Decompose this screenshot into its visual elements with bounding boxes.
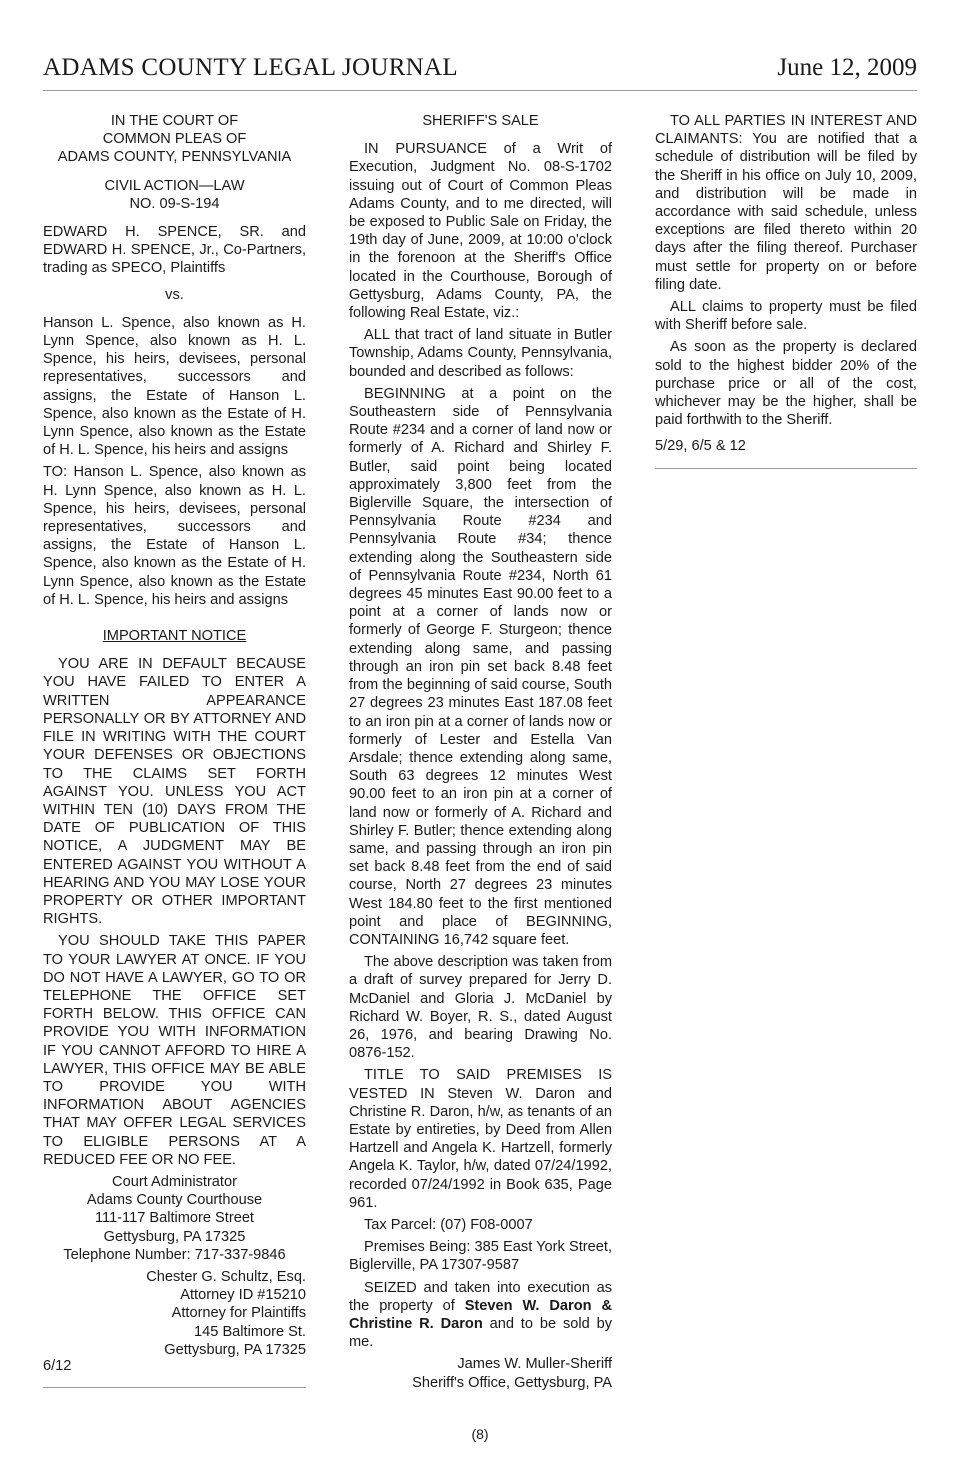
- sheriff-name: James W. Muller-Sheriff: [457, 1356, 612, 1373]
- attorney-block: [43, 1268, 306, 1359]
- seized-text-post: and to be sold by me.: [349, 1316, 612, 1351]
- sale-paragraph-2: ALL that tract of land situate in Butler Township, Adams County, Pennsylvania, bounded and described as follows:: [349, 327, 612, 380]
- column-divider-rule: [43, 1387, 306, 1388]
- notice-paragraph-1: YOU ARE IN DEFAULT BECAUSE YOU HAVE FAILED TO ENTER A WRITTEN APPEARANCE PERSONALLY OR BY ATTORNEY AND FILE IN WRITING WITH THE COURT YOUR DEFENSES OR OBJECTIONS TO THE CLAIMS SET FORTH AGAINST YOU. UNLESS YOU ACT WITHIN TEN (10) DAYS FROM THE DATE OF PUBLICATION OF THIS NOTICE, A JUDGMENT MAY BE ENTERED AGAINST YOU WITHOUT A HEARING AND YOU MAY LOSE YOUR PROPERTY OR OTHER IMPORTANT RIGHTS.: [43, 656, 306, 928]
- court-heading: [43, 112, 306, 167]
- sale-title: SHERIFF'S SALE: [422, 113, 539, 129]
- journal-title: ADAMS COUNTY LEGAL JOURNAL: [43, 54, 458, 81]
- admin-line-1: Court Administrator: [112, 1173, 237, 1190]
- column-distribution-notice: [655, 112, 917, 469]
- admin-line-2: Adams County Courthouse: [86, 1192, 263, 1209]
- court-administrator-address: [43, 1173, 306, 1264]
- admin-line-3: 111-117 Baltimore Street: [95, 1210, 254, 1227]
- tax-parcel: Tax Parcel: (07) F08-0007: [364, 1216, 533, 1233]
- seized-text-pre: SEIZED and taken into execution as the property of: [349, 1279, 612, 1314]
- notice-title: IMPORTANT NOTICE: [102, 628, 247, 645]
- column-civil-action: [43, 112, 306, 1388]
- premises: Premises Being: 385 East York Street, Biglerville, PA 17307-9587: [349, 1239, 612, 1274]
- column-divider-rule: [655, 468, 917, 469]
- versus: vs.: [165, 286, 184, 303]
- sale-paragraph-3: BEGINNING at a point on the Southeastern side of Pennsylvania Route #234 and a corner of land now or formerly of A. Richard and Shirley F. Butler, said point being located approximately 3,800 feet from the Biglerville Square, the intersection of Pennsylvania Route #234 and Pennsylvania Route #34; thence extending along the Southeastern side of Pennsylvania Route #234, North 61 degrees 45 minutes East 90.00 feet to a point at a corner of lands now or formerly of George F. Sturgeon; thence extending along same, and passing through an iron pin set back 8.48 feet from the beginning of said course, South 27 degrees 23 minutes East 187.08 feet to an iron pin at a corner of lands now or formerly of Lester and Estella Van Arsdale; thence extending along same, South 63 degrees 12 minutes West 90.00 feet to an iron pin at a corner of land now or formerly of A. Richard and Shirley F. Butler; thence extending along same, and passing through an iron pin set back 8.48 feet from the end of said course, North 27 degrees 23 minutes West 184.80 feet to the first mentioned point and place of BEGINNING, CONTAINING 16,742 square feet.: [349, 385, 612, 948]
- attorney-line-5: Gettysburg, PA 17325: [164, 1341, 306, 1358]
- seized-paragraph: [349, 1279, 612, 1352]
- attorney-line-1: Chester G. Schultz, Esq.: [146, 1268, 306, 1285]
- attorney-line-2: Attorney ID #15210: [180, 1287, 306, 1304]
- sheriff-signature: [349, 1355, 612, 1391]
- seized-owners: Steven W. Daron & Christine R. Daron: [349, 1297, 612, 1332]
- sale-paragraph-4: The above description was taken from a draft of survey prepared for Jerry D. McDaniel and Gloria J. McDaniel by Richard W. Boyer, R. S., dated August 26, 1976, and bearing Drawing No. 0876-152.: [349, 954, 612, 1062]
- publication-date: 6/12: [43, 1358, 72, 1374]
- notice-parties: TO ALL PARTIES IN INTEREST AND CLAIMANTS: You are notified that a schedule of distribution will be filed by the Sheriff in his office on July 10, 2009, and distribution will be made in accordance with said schedule, unless exceptions are filed thereto within 20 days after the filing thereof. Purchaser must settle for property on or before filing date.: [655, 113, 917, 293]
- action-line-1: CIVIL ACTION—LAW: [104, 177, 245, 194]
- court-line-1: IN THE COURT OF: [110, 113, 239, 129]
- action-line-2: NO. 09-S-194: [129, 195, 220, 212]
- notice-claims: ALL claims to property must be filed with Sheriff before sale.: [655, 299, 917, 334]
- column-sheriffs-sale: [349, 112, 612, 1392]
- notice-paragraph-2: YOU SHOULD TAKE THIS PAPER TO YOUR LAWYER AT ONCE. IF YOU DO NOT HAVE A LAWYER, GO TO OR TELEPHONE THE OFFICE SET FORTH BELOW. THIS OFFICE CAN PROVIDE YOU WITH INFORMATION IF YOU CANNOT AFFORD TO HIRE A LAWYER, THIS OFFICE MAY BE ABLE TO PROVIDE YOU WITH INFORMATION ABOUT AGENCIES THAT MAY OFFER LEGAL SERVICES TO ELIGIBLE PERSONS AT A REDUCED FEE OR NO FEE.: [43, 933, 306, 1168]
- issue-date: June 12, 2009: [777, 54, 917, 81]
- sheriff-office: Sheriff's Office, Gettysburg, PA: [412, 1374, 612, 1391]
- court-line-2: COMMON PLEAS OF: [102, 131, 247, 148]
- masthead: [43, 50, 917, 91]
- sale-paragraph-1: IN PURSUANCE of a Writ of Execution, Judgment No. 08-S-1702 issuing out of Court of Common Pleas Adams County, and to me directed, will be exposed to Public Sale on Friday, the 19th day of June, 2009, at 10:00 o'clock in the forenoon at the Sheriff's Office located in the Courthouse, Borough of Gettysburg, Adams County, PA, the following Real Estate, viz.:: [349, 141, 612, 322]
- to-parties: TO: Hanson L. Spence, also known as H. Lynn Spence, also known as H. L. Spence, his heirs, devisees, personal representatives, successors and assigns, the Estate of Hanson L. Spence, also known as the Estate of H. Lynn Spence, also known as the Estate of H. L. Spence, his heirs and assigns: [43, 464, 306, 608]
- publication-dates: 5/29, 6/5 & 12: [655, 438, 746, 455]
- defendants: Hanson L. Spence, also known as H. Lynn Spence, also known as H. L. Spence, his heirs, devisees, personal representatives, successors and assigns, the Estate of Hanson L. Spence, also known as the Estate of H. Lynn Spence, also known as the Estate of H. L. Spence, his heirs and assigns: [43, 314, 306, 459]
- attorney-line-3: Attorney for Plaintiffs: [171, 1305, 306, 1322]
- action-heading: [43, 177, 306, 213]
- admin-line-4: Gettysburg, PA 17325: [103, 1228, 246, 1245]
- notice-payment: As soon as the property is declared sold to the highest bidder 20% of the purchase price or all of the cost, whichever may be the higher, shall be paid forthwith to the Sheriff.: [655, 339, 917, 429]
- attorney-line-4: 145 Baltimore St.: [194, 1323, 306, 1340]
- plaintiffs: EDWARD H. SPENCE, SR. and EDWARD H. SPENCE, Jr., Co-Partners, trading as SPECO, Plaintiffs: [43, 224, 306, 277]
- page-number: (8): [471, 1426, 489, 1442]
- sale-paragraph-5: TITLE TO SAID PREMISES IS VESTED IN Steven W. Daron and Christine R. Daron, h/w, as tenants of an Estate by entireties, by Deed from Allen Hartzell and Angela K. Hartzell, formerly Angela K. Taylor, h/w, dated 07/24/1992, recorded 07/24/1992 in Book 635, Page 961.: [349, 1067, 612, 1211]
- court-line-3: ADAMS COUNTY, PENNSYLVANIA: [57, 149, 292, 166]
- admin-line-5: Telephone Number: 717-337-9846: [63, 1246, 286, 1263]
